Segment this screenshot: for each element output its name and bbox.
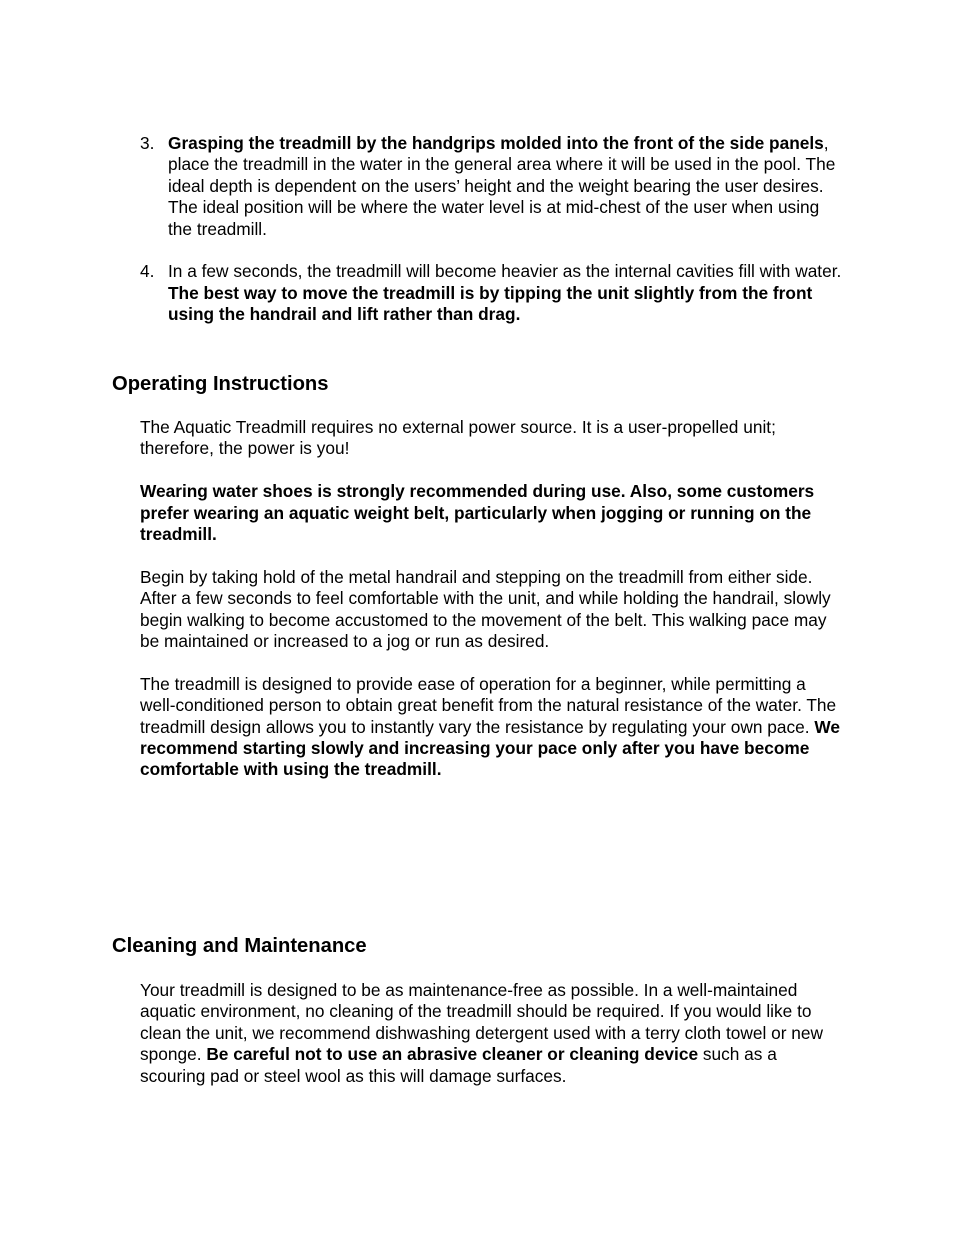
cleaning-tail: such as a scouring pad or steel wool as this will damage surfaces.: [140, 1044, 777, 1086]
step-body: , place the treadmill in the water in the general area where it will be used in the pool. The ideal depth is dependent on the users’ height and the weight bearing the user desires. The ideal position will be where the water level is at mid-chest of the user when using the treadmill.: [168, 133, 836, 239]
step-text: [168, 133, 835, 239]
cleaning-paragraph: [140, 980, 845, 1087]
cleaning-warning: Be careful not to use an abrasive cleaner or cleaning device: [206, 1044, 699, 1065]
numbered-steps-list: [140, 133, 845, 347]
step-text: [168, 261, 841, 324]
operating-paragraph-design: [140, 674, 845, 781]
step-bold-tail: The best way to move the treadmill is by tipping the unit slightly from the front using the handrail and lift rather than drag.: [168, 282, 813, 325]
list-item-step-3: [140, 133, 845, 240]
cleaning-text: Your treadmill is designed to be as maintenance-free as possible. In a well-maintained aquatic environment, no cleaning of the treadmill should be required. If you would like to clean the unit, we recommend dishwashing detergent used with a terry cloth towel or new sponge.: [140, 980, 823, 1065]
list-item-step-4: [140, 261, 845, 325]
operating-paragraph-power: The Aquatic Treadmill requires no external power source. It is a user-propelled unit; therefore, the power is you!: [140, 417, 776, 459]
shoes-warning: Wearing water shoes is strongly recommended during use. Also, some customers prefer wearing an aquatic weight belt, particularly when jogging or running on the treadmill.: [140, 481, 815, 545]
step-number: 3.: [140, 133, 155, 153]
design-text: The treadmill is designed to provide ease of operation for a beginner, while permitting a well-conditioned person to obtain great benefit from the natural resistance of the water. The treadmill design allows you to instantly vary the resistance by regulating your own pace.: [140, 673, 837, 737]
design-recommendation: We recommend starting slowly and increasing your pace only after you have become comfortable with using the treadmill.: [140, 716, 840, 780]
step-bold-lead: Grasping the treadmill by the handgrips molded into the front of the side panels: [168, 133, 824, 153]
operating-paragraph-shoes: [140, 481, 845, 545]
step-body: In a few seconds, the treadmill will become heavier as the internal cavities fill with water.: [168, 261, 842, 282]
step-number: 4.: [140, 261, 155, 282]
operating-instructions-heading: Operating Instructions: [112, 373, 329, 395]
cleaning-maintenance-section: [140, 980, 845, 1108]
operating-instructions-section: [140, 417, 845, 802]
cleaning-maintenance-heading: Cleaning and Maintenance: [112, 935, 367, 957]
operating-paragraph-begin: Begin by taking hold of the metal handrail and stepping on the treadmill from either side. After a few seconds to feel comfortable with the unit, and while holding the handrail, slowly begin walking to become accustomed to the movement of the belt. This walking pace may be maintained or increased to a jog or run as desired.: [140, 566, 831, 652]
